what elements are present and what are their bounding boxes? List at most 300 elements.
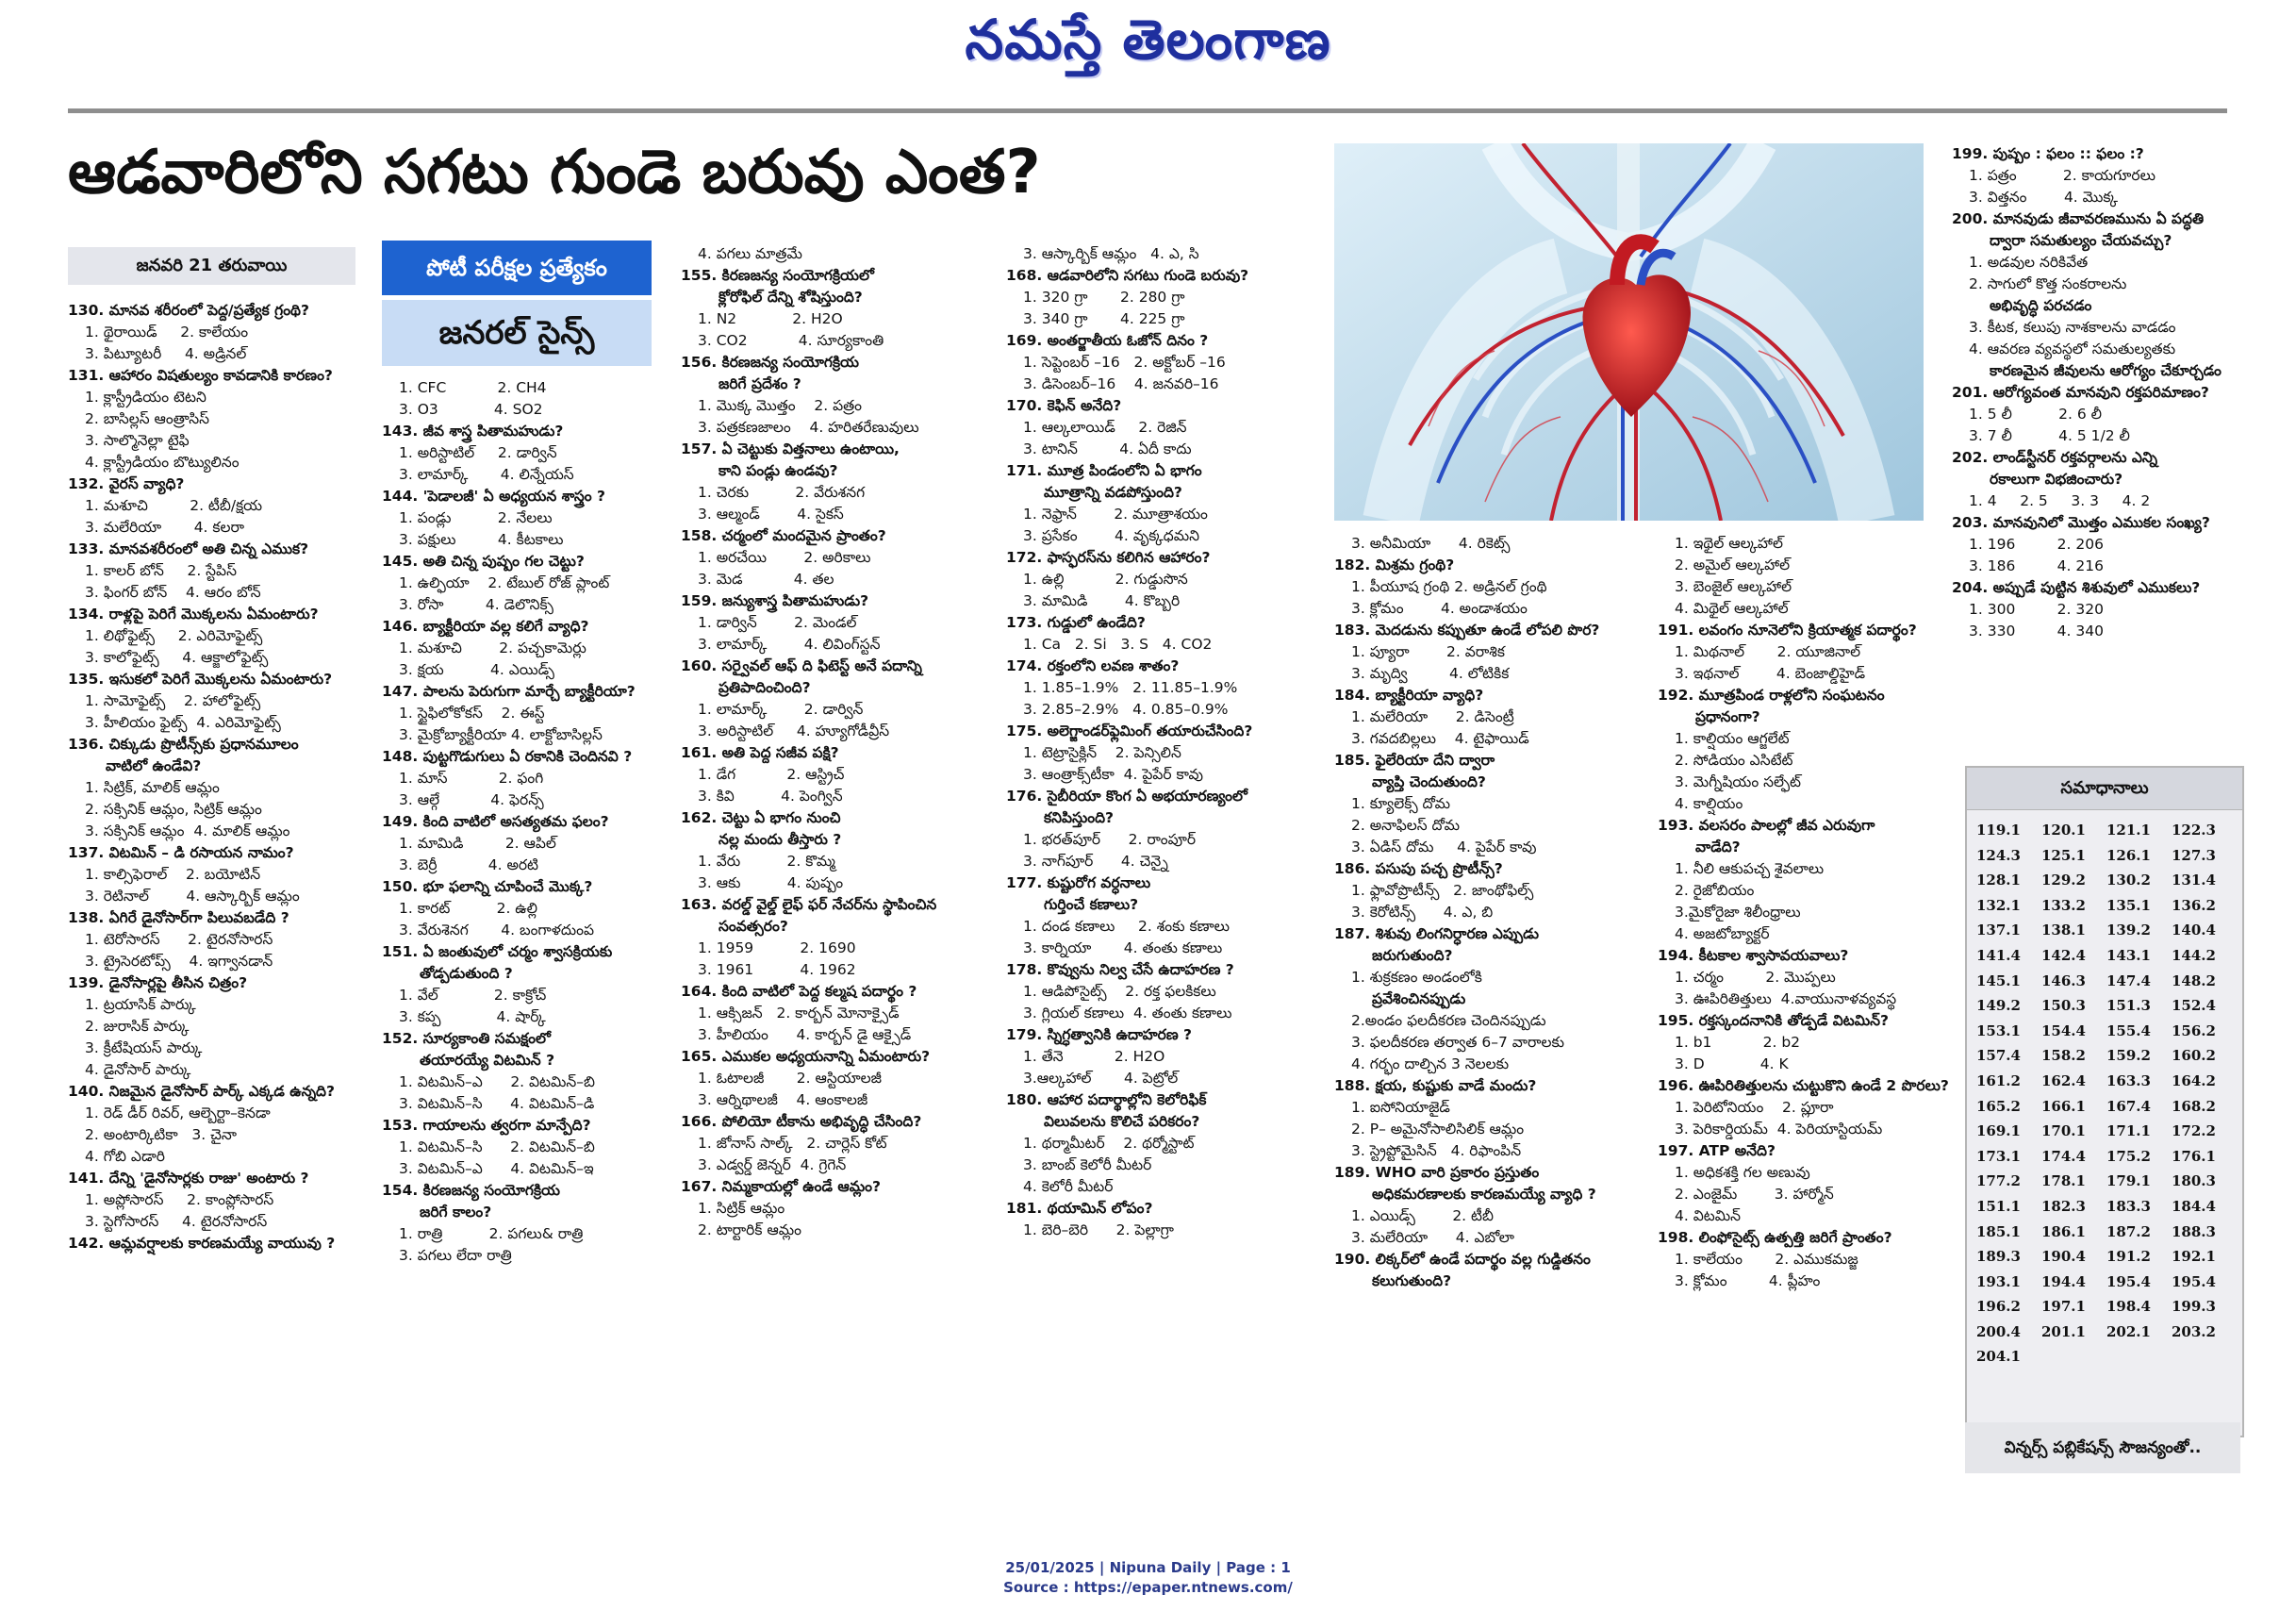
answer-key-item: 130.2 — [2106, 872, 2151, 889]
answer-options: 1. కాలేయం 2. ఎముకమజ్జ — [1675, 1251, 1858, 1268]
footer — [0, 1558, 2296, 1598]
answer-key-item: 201.1 — [2041, 1322, 2086, 1340]
answer-key-item: 195.4 — [2172, 1272, 2216, 1290]
answer-options: 1. స్టైఫిలోకోకస్ 2. ఈస్ట్ — [399, 705, 545, 722]
question-text: 144. 'పెడాలజీ' ఏ అధ్యయన శాస్త్రం ? — [382, 488, 605, 505]
answer-options: 3. సక్సినిక్ ఆమ్లం 4. మాలిక్ ఆమ్లం — [85, 822, 290, 839]
answer-key-item: 190.4 — [2041, 1248, 2086, 1266]
answer-key-item: 149.2 — [1976, 997, 2021, 1015]
question-text: 152. సూర్యకాంతి సమక్షంలో — [382, 1030, 551, 1047]
answer-options: 3. ఊపిరితిత్తులు 4.వాయునాళవ్యవస్థ — [1675, 990, 1897, 1007]
answer-key-item: 140.4 — [2172, 922, 2216, 939]
answer-options: 3.ఆల్కహాల్ 4. పెట్రోల్ — [1023, 1070, 1179, 1087]
answer-options: 1. నీలి ఆకుపచ్చ శైవలాలు — [1675, 860, 1825, 877]
answer-key-item: 192.1 — [2172, 1248, 2216, 1266]
answer-options: 3. టానిన్ 4. ఏదీ కాదు — [1023, 440, 1192, 457]
masthead: నమస్తే తెలంగాణ — [965, 8, 1331, 72]
question-text: 184. బ్యాక్టీరియా వ్యాధి? — [1334, 687, 1484, 704]
answer-options: 1. టెరోసారస్ 2. టైరనోసారస్ — [85, 931, 273, 948]
answer-options: 1. మశూచి 2. టీబీ/క్షయ — [85, 497, 263, 514]
answer-options: 1. శుక్రకణం అండంలోకి — [1351, 969, 1482, 986]
question-column-1 — [68, 300, 360, 1254]
answer-key-item: 151.1 — [1976, 1197, 2021, 1215]
answer-key-item: 136.2 — [2172, 896, 2216, 914]
question-text-continued: ప్రతిపాదించింది? — [719, 679, 811, 696]
answer-options: 4. పగలు మాత్రమే — [698, 245, 802, 262]
answer-key-item: 128.1 — [1976, 872, 2021, 889]
question-text: 136. చిక్కుడు ప్రొటీన్స్‌కు ప్రధానమూలం — [68, 736, 299, 753]
question-text-continued: వాడేది? — [1695, 839, 1741, 855]
answer-options: 3. ఆల్గే 4. ఫెరన్స్ — [399, 791, 544, 808]
answer-key-item: 182.3 — [2041, 1197, 2086, 1215]
answer-options: 3. విత్తనం 4. మొక్క — [1969, 189, 2119, 206]
answer-options: 1. అరిస్టాటిల్ 2. డార్విన్ — [399, 444, 557, 461]
answer-options: 1. చర్మం 2. మొప్పలు — [1675, 969, 1836, 986]
answer-key-item: 203.2 — [2172, 1322, 2216, 1340]
answer-options: 1. ఉల్ఫియా 2. టేబుల్ రోజ్ ప్లాంట్ — [399, 574, 610, 591]
answer-key-item: 171.1 — [2106, 1122, 2151, 1140]
answer-key-item: 139.2 — [2106, 922, 2151, 939]
question-text: 179. స్నిగ్ధత్వానికి ఉదాహరణ ? — [1006, 1026, 1193, 1043]
question-text-continued: కాని పండ్లు ఉండవు? — [719, 462, 838, 479]
answer-options: 3. వేరుశెనగ 4. బంగాళదుంప — [399, 922, 595, 938]
answer-key-item: 156.2 — [2172, 1021, 2216, 1039]
answer-options: 3. మెగ్నీషియం సల్ఫేట్ — [1675, 773, 1801, 790]
question-text: 137. విటమిన్ – డి రసాయన నామం? — [68, 844, 294, 861]
question-text-continued: రకాలుగా విభజించారు? — [1990, 471, 2123, 488]
answer-key-item: 204.1 — [1976, 1348, 2021, 1366]
answer-options: 1. 320 గ్రా 2. 280 గ్రా — [1023, 289, 1185, 306]
answer-key-item: 158.2 — [2041, 1047, 2086, 1065]
answer-options: 1. 1959 2. 1690 — [698, 939, 856, 956]
answer-options: 1. సిట్రిక్, మాలిక్ ఆమ్లం — [85, 779, 220, 796]
answer-key-item: 161.2 — [1976, 1071, 2021, 1089]
answer-options: 1. విటమిన్–ఎ 2. విటమిన్–బి — [399, 1073, 595, 1090]
answer-options: 1. దండ కణాలు 2. శంకు కణాలు — [1023, 918, 1231, 935]
question-text-continued: గుర్తించే కణాలు? — [1044, 896, 1139, 913]
answer-key-item: 168.2 — [2172, 1097, 2216, 1115]
answer-options: 3. 7 లీ 4. 5 1/2 లీ — [1969, 427, 2130, 444]
answer-key-item: 121.1 — [2106, 822, 2151, 839]
answer-options: 1. కాల్షియం ఆగ్జలేట్ — [1675, 730, 1790, 747]
answer-key-item: 147.4 — [2106, 972, 2151, 989]
answer-key-item: 180.3 — [2172, 1172, 2216, 1190]
answer-options: 3. బెర్రీ 4. అరటి — [399, 856, 539, 873]
question-text-continued: వాటిలో ఉండేవి? — [106, 757, 202, 774]
question-text: 170. కెఫిన్ అనేది? — [1006, 397, 1122, 414]
answer-options: 2. బాసిల్లస్ ఆంత్రాసిస్ — [85, 410, 209, 427]
question-text: 146. బ్యాక్టీరియా వల్ల కలిగే వ్యాధి? — [382, 618, 589, 635]
answer-options: 4. అజటోబ్యాక్టర్ — [1675, 925, 1770, 942]
answer-options: 4. కాల్షియం — [1675, 795, 1743, 812]
answer-options: 3. 330 4. 340 — [1969, 623, 2104, 639]
answer-key-item: 169.1 — [1976, 1122, 2021, 1140]
question-text: 130. మానవ శరీరంలో పెద్ద/ప్రత్యేక గ్రంథి? — [68, 302, 309, 319]
answer-options: 1. భరత్‌పూర్ 2. రాంపూర్ — [1023, 831, 1197, 848]
answer-options: 1. b1 2. b2 — [1675, 1034, 1801, 1051]
question-text: 171. మూత్ర పిండంలోని ఏ భాగం — [1006, 462, 1202, 479]
answer-key-item: 124.3 — [1976, 846, 2021, 864]
answer-options: 1. మాస్ 2. ఫంగి — [399, 770, 544, 787]
question-text: 189. WHO వారి ప్రకారం ప్రస్తుతం — [1334, 1164, 1540, 1181]
answer-options: 1. అరచేయి 2. అరికాలు — [698, 549, 871, 566]
answer-key-item: 197.1 — [2041, 1298, 2086, 1316]
answer-options: 3.మైకోరైజా శిలీంధ్రాలు — [1675, 904, 1801, 921]
question-text-continued: క్లోరోఫిల్ దేన్ని శోషిస్తుంది? — [719, 289, 863, 306]
answer-key-item: 162.4 — [2041, 1071, 2086, 1089]
answer-options: 1. ఆక్సిజన్ 2. కార్బన్ మోనాక్సైడ్ — [698, 1005, 900, 1021]
question-text: 175. అలెగ్జాండర్‌ఫ్లెమింగ్ తయారుచేసింది? — [1006, 722, 1253, 739]
question-text: 200. మానవుడు జీవావరణమును ఏ పద్ధతి — [1952, 210, 2205, 227]
answer-options: 2. జురాసిక్ పార్కు — [85, 1018, 190, 1035]
answer-options: 3. బెంజైల్ ఆల్కహాల్ — [1675, 578, 1792, 595]
answer-options: 4. ఆవరణ వ్యవస్థలో సమతుల్యతకు — [1969, 340, 2176, 357]
answer-key-item: 122.3 — [2172, 822, 2216, 839]
answer-options: 1. సెప్టెంబర్ –16 2. అక్టోబర్ –16 — [1023, 354, 1226, 371]
answer-key-item: 175.2 — [2106, 1147, 2151, 1165]
answer-options: 1. ఓటాలజీ 2. ఆస్టియాలజీ — [698, 1070, 882, 1087]
question-text: 192. మూత్రపిండ రాళ్లలోని సంఘటనం — [1658, 687, 1885, 704]
question-text-continued: ప్రవేశించినప్పుడు — [1372, 990, 1466, 1007]
answer-options: 3. విటమిన్–సి 4. విటమిన్–డి — [399, 1095, 595, 1112]
answer-options: 4. మిథైల్ ఆల్కహాల్ — [1675, 600, 1789, 617]
answer-options: 3. హీలియం ఫైట్స్ 4. ఎరిమోఫైట్స్ — [85, 714, 281, 731]
answer-key-item: 145.1 — [1976, 972, 2021, 989]
answer-options: 1. లామార్క్ 2. డార్విన్ — [698, 701, 864, 718]
answer-options: 1. ఫ్లావోప్రొటీన్స్ 2. జాంథోఫిల్స్ — [1351, 882, 1534, 899]
answer-options: 3. కివి 4. పెంగ్విన్ — [698, 788, 843, 805]
answer-key-item: 163.3 — [2106, 1071, 2151, 1089]
question-text: 198. లింఫోసైట్స్ ఉత్పత్తి జరిగే ప్రాంతం? — [1658, 1229, 1892, 1246]
question-text: 160. సర్వైవల్ ఆఫ్ ది ఫిటెస్ట్ అనే పదాన్ని — [681, 657, 922, 674]
answer-options: 1. నెఫ్రాన్ 2. మూత్రాశయం — [1023, 506, 1208, 523]
answer-options: 4. కెలోరీ మీటర్ — [1023, 1178, 1114, 1195]
answer-options: 1. అడవుల నరికివేత — [1969, 254, 2089, 271]
question-text: 202. లాండ్‌స్టీనర్ రక్తవర్గాలను ఎన్ని — [1952, 449, 2158, 466]
question-text: 204. అప్పుడే పుట్టిన శిశువులో ఎముకలు? — [1952, 579, 2201, 596]
answer-key-item: 199.3 — [2172, 1298, 2216, 1316]
answer-options: 3. సాల్మొనెల్లా టైఫి — [85, 432, 190, 449]
answer-options: 3. కార్నియా 4. తంతు కణాలు — [1023, 939, 1223, 956]
answer-options: 3. O3 4. SO2 — [399, 401, 543, 418]
answer-options: 3. మలేరియా 4. ఎబోలా — [1351, 1229, 1514, 1246]
answer-options: 1. ప్యూరా 2. వరాశిక — [1351, 643, 1505, 660]
answer-options: 3. పిట్యూటరీ 4. అడ్రినల్ — [85, 345, 247, 362]
answer-options: 3. రోసా 4. డెలొనిక్స్ — [399, 596, 553, 613]
question-text: 185. ఫైలేరియా దేని ద్వారా — [1334, 752, 1495, 769]
answer-key-item: 141.4 — [1976, 946, 2021, 964]
question-column-7 — [1952, 143, 2263, 642]
answer-options: 1. CFC 2. CH4 — [399, 379, 547, 396]
question-text-continued: సంవత్సరం? — [719, 918, 788, 935]
answer-options: 1. అప్లోసారస్ 2. కాంప్లోసారస్ — [85, 1191, 274, 1208]
answer-options: 1. సిట్రిక్ ఆమ్లం — [698, 1200, 785, 1217]
answer-options: 3. డిసెంబర్–16 4. జనవరి–16 — [1023, 375, 1219, 392]
answer-options: 4. విటమిన్ — [1675, 1207, 1741, 1224]
answer-key-item: 179.1 — [2106, 1172, 2151, 1190]
answer-key-item: 194.4 — [2041, 1272, 2086, 1290]
answer-key-item: 185.1 — [1976, 1222, 2021, 1240]
answer-key-item: 133.2 — [2041, 896, 2086, 914]
answer-options: 1. 196 2. 206 — [1969, 536, 2104, 553]
answer-options: 2. అనాఫిలస్ దోమ — [1351, 817, 1461, 834]
answer-options: 1. పత్రం 2. కాయగూరలు — [1969, 167, 2156, 184]
question-text: 186. పసుపు పచ్చ ప్రొటీన్స్? — [1334, 860, 1503, 877]
answer-key-item: 184.4 — [2172, 1197, 2216, 1215]
question-text: 132. వైరస్ వ్యాధి? — [68, 475, 185, 492]
question-text: 195. రక్తస్కందనానికి తోడ్పడే విటమిన్? — [1658, 1012, 1889, 1029]
question-text-continued: అధికమరణాలకు కారణమయ్యే వ్యాధి ? — [1372, 1186, 1596, 1203]
answer-options: 1. టెట్రాసైక్లిన్ 2. పెన్సిలిన్ — [1023, 744, 1181, 761]
answer-key-item: 186.1 — [2041, 1222, 2086, 1240]
answer-options: 1. పీయూష గ్రంథి 2. అడ్రినల్ గ్రంథి — [1351, 578, 1547, 595]
answer-options: 4. డైనోసార్ పార్కు — [85, 1061, 191, 1078]
answer-options: 1. థర్మామీటర్ 2. థర్మోస్టాట్ — [1023, 1135, 1195, 1152]
question-text: 159. జన్యుశాస్త్ర పితామహుడు? — [681, 592, 869, 609]
question-text: 177. కుష్టురోగ వర్ధనాలు — [1006, 874, 1151, 891]
answer-options: 3. కీటక, కలుపు నాశకాలను వాడడం — [1969, 319, 2176, 336]
answer-options: 3. 2.85–2.9% 4. 0.85–0.9% — [1023, 701, 1229, 718]
answer-options: 1. క్యూలెక్స్ దోమ — [1351, 795, 1451, 812]
answer-options: 2. రైజోబియం — [1675, 882, 1755, 899]
question-text-continued: మూత్రాన్ని వడపోస్తుంది? — [1044, 484, 1182, 501]
answer-options: 1. కారట్ 2. ఉల్లి — [399, 900, 538, 917]
question-text: 139. డైనోసార్లపై తీసిన చిత్రం? — [68, 974, 248, 991]
answer-options: 3. గవదబిల్లలు 4. టైఫాయిడ్ — [1351, 730, 1529, 747]
question-text: 181. థయామిన్ లోపం? — [1006, 1200, 1153, 1217]
question-text: 155. కిరణజన్య సంయోగక్రియలో — [681, 267, 874, 284]
answer-key-item: 177.2 — [1976, 1172, 2021, 1190]
answer-options: 1. క్లాస్ట్రీడియం టెటని — [85, 389, 206, 406]
question-text: 161. అతి పెద్ద సజీవ పక్షి? — [681, 744, 839, 761]
question-text: 164. కింది వాటిలో పెద్ద కల్మష పదార్థం ? — [681, 983, 917, 1000]
answer-options: 1. మామిడి 2. ఆపిల్ — [399, 835, 556, 852]
answer-options: 1. మొక్క మొత్తం 2. పత్రం — [698, 397, 863, 414]
question-text: 151. ఏ జంతువులో చర్మం శ్వాసక్రియకు — [382, 943, 613, 960]
answer-options: 3. క్షయ 4. ఎయిడ్స్ — [399, 661, 554, 678]
answer-options: 3. D 4. K — [1675, 1055, 1789, 1072]
answer-options: 3. ఇథనాల్ 4. బెంజాల్డిహైడ్ — [1675, 665, 1866, 682]
answer-options: 3. ఫింగర్ బోన్ 4. ఆరం బోన్ — [85, 584, 261, 601]
answer-options: 3. ప్రసేకం 4. వృక్కధమని — [1023, 527, 1200, 544]
question-text: 158. చర్మంలో మందమైన ప్రాంతం? — [681, 527, 886, 544]
answer-key-item: 196.2 — [1976, 1298, 2021, 1316]
answer-key-item: 119.1 — [1976, 822, 2021, 839]
question-text-continued: ద్వారా సమతుల్యం చేయవచ్చు? — [1990, 232, 2172, 249]
answer-options: 3. కెరోటిన్స్ 4. ఎ, బి — [1351, 904, 1494, 921]
question-text: 166. పోలియో టీకాను అభివృద్ధి చేసింది? — [681, 1113, 922, 1130]
answer-options: 1. బెరి–బెరి 2. పెల్లాగ్రా — [1023, 1221, 1174, 1238]
question-text-continued: విలువలను కొలిచే పరికరం? — [1044, 1113, 1200, 1130]
answer-options: 3. క్లోమం 4. ప్లీహం — [1675, 1272, 1821, 1289]
answer-options: 3. ఆకు 4. పుష్పం — [698, 874, 844, 891]
answer-key-item: 198.4 — [2106, 1298, 2151, 1316]
question-text: 131. ఆహారం విషతుల్యం కావడానికి కారణం? — [68, 367, 333, 384]
question-text: 176. సైబీరియా కొంగ ఏ అభయారణ్యంలో — [1006, 788, 1247, 805]
answer-key-item: 189.3 — [1976, 1248, 2021, 1266]
question-text: 182. మిశ్రమ గ్రంథి? — [1334, 556, 1455, 573]
answer-options: 3. పత్రకణజాలం 4. హరితరేణువులు — [698, 419, 919, 436]
answer-options: 2. సక్సినిక్ ఆమ్లం, సిట్రిక్ ఆమ్లం — [85, 801, 262, 818]
question-text: 135. ఇసుకలో పెరిగే మొక్కలను ఏమంటారు? — [68, 671, 333, 688]
answer-key-item: 153.1 — [1976, 1021, 2021, 1039]
question-text: 145. అతి చిన్న పుష్పం గల చెట్టు? — [382, 553, 585, 570]
answer-options: 3. స్ట్రెప్టోమైసిన్ 4. రిఫాంపిన్ — [1351, 1142, 1522, 1159]
heart-circulation-image — [1334, 143, 1924, 521]
answer-options: 2. సోడియం ఎసిటేట్ — [1675, 752, 1793, 769]
section-subtitle: జనరల్ సైన్స్ — [382, 300, 652, 366]
question-text: 143. జీవ శాస్త్ర పితామహుడు? — [382, 423, 564, 440]
answer-key-item: 137.1 — [1976, 922, 2021, 939]
answer-options: 3. నాగ్‌పూర్ 4. చెన్నై — [1023, 853, 1168, 870]
answer-options: 1. ఆల్కలాయిడ్ 2. రెజిన్ — [1023, 419, 1187, 436]
answer-options: 1. మలేరియా 2. డిసెంట్రీ — [1351, 708, 1514, 725]
footer-date-line: 25/01/2025 | Nipuna Daily | Page : 1 — [1005, 1559, 1291, 1576]
question-text: 150. భూ ఫలాన్ని చూపించే మొక్క? — [382, 878, 593, 895]
question-text-continued: జరిగే కాలం? — [420, 1204, 492, 1221]
answer-options: 3. 186 4. 216 — [1969, 557, 2104, 574]
answer-options: 1. మిథనాల్ 2. యూజినాల్ — [1675, 643, 1861, 660]
question-text: 183. మెదడును కప్పుతూ ఉండే లోపలి పొర? — [1334, 622, 1600, 639]
answer-key-item: 166.1 — [2041, 1097, 2086, 1115]
answer-key-item: 132.1 — [1976, 896, 2021, 914]
question-column-5 — [1334, 533, 1650, 1292]
answer-key-item: 202.1 — [2106, 1322, 2151, 1340]
answer-options: 3. లామార్క్ 4. లివింగ్‌స్టన్ — [698, 636, 881, 653]
answer-options: 4. క్లాస్ట్రీడియం బొట్యులినం — [85, 454, 240, 471]
answer-options: 3. ఫలదీకరణ తర్వాత 6–7 వారాలకు — [1351, 1034, 1564, 1051]
answer-options: 3. విటమిన్–ఎ 4. విటమిన్–ఇ — [399, 1160, 594, 1177]
question-text-continued: వ్యాప్తి చెందుతుంది? — [1372, 773, 1486, 790]
answer-options: 1. 1.85–1.9% 2. 11.85–1.9% — [1023, 679, 1238, 696]
answer-options: 1. రాత్రి 2. పగలు& రాత్రి — [399, 1225, 584, 1242]
answer-options: 3. అనీమియా 4. రికెట్స్ — [1351, 535, 1511, 552]
headline: ఆడవారిలోని సగటు గుండె బరువు ఎంత? — [68, 138, 1041, 208]
answer-options: 3. CO2 4. సూర్యకాంతి — [698, 332, 884, 349]
answer-options: 3. పెరికార్డియమ్ 4. పెరియాస్టియమ్ — [1675, 1121, 1883, 1138]
answer-options: 3. మలేరియా 4. కలరా — [85, 519, 245, 536]
answer-options: 3. ఏడిస్ దోమ 4. పైపేర్ కావు — [1351, 839, 1537, 855]
section-title: పోటీ పరీక్షల ప్రత్యేకం — [382, 241, 652, 295]
question-text: 134. రాళ్లపై పెరిగే మొక్కలను ఏమంటారు? — [68, 606, 319, 623]
answer-key-item: 164.2 — [2172, 1071, 2216, 1089]
answer-key-item: 195.4 — [2106, 1272, 2151, 1290]
answer-key-item: 157.4 — [1976, 1047, 2021, 1065]
question-text: 167. నిమ్మకాయల్లో ఉండే ఆమ్లం? — [681, 1178, 881, 1195]
answer-options: 2. P– అమైనోసాలిసిలిక్ ఆమ్లం — [1351, 1121, 1525, 1138]
question-text: 203. మానవునిలో మొత్తం ఎముకల సంఖ్య? — [1952, 514, 2210, 531]
answer-options: 1. డేగ 2. ఆస్ట్రిచ్ — [698, 766, 845, 783]
answer-key-item: 138.1 — [2041, 922, 2086, 939]
answer-options: 3. ఆల్మండ్ 4. సైకస్ — [698, 506, 844, 523]
publisher-credit: విన్నర్స్ పబ్లికేషన్స్ సౌజన్యంతో.. — [1965, 1422, 2240, 1473]
answer-options: 3. మెడ 4. తల — [698, 571, 834, 588]
answer-key-item: 178.1 — [2041, 1172, 2086, 1190]
question-text: 163. వరల్డ్ వైల్డ్ లైఫ్ ఫర్ నేచర్‌ను స్థాపించిన — [681, 896, 937, 913]
answer-options: 1. ట్రయాసిక్ పార్కు — [85, 996, 196, 1013]
question-text-continued: అభివృద్ధి పరచడం — [1990, 297, 2092, 314]
answer-options: 3. ఆర్నిథాలజీ 4. ఆంకాలజీ — [698, 1091, 868, 1108]
answer-options: 3. క్రీటేషియస్ పార్కు — [85, 1039, 203, 1056]
answer-key-item: 188.3 — [2172, 1222, 2216, 1240]
answer-options: 3. మామిడి 4. కొబ్బరి — [1023, 592, 1181, 609]
question-text: 196. ఊపిరితిత్తులను చుట్టుకొని ఉండే 2 పొరలు? — [1658, 1077, 1949, 1094]
answer-key-item: 200.4 — [1976, 1322, 2021, 1340]
answer-options: 1. ఉల్లి 2. గుడ్డుసొన — [1023, 571, 1188, 588]
answers-box — [1965, 766, 2244, 1437]
question-text-continued: కలుగుతుంది? — [1372, 1272, 1452, 1289]
answer-options: 1. డార్విన్ 2. మెండల్ — [698, 614, 857, 631]
question-column-3 — [681, 243, 987, 1241]
answer-key-item: 174.4 — [2041, 1147, 2086, 1165]
question-text-continued: నల్ల మందు తీస్తారు ? — [719, 831, 842, 848]
answer-options: 3. 340 గ్రా 4. 225 గ్రా — [1023, 310, 1185, 327]
answer-options: 1. జోనాస్ సాల్క్ 2. చార్లెస్ కోట్ — [698, 1135, 887, 1152]
answer-options: 1. పెరిటోనియం 2. ప్లూరా — [1675, 1099, 1834, 1116]
question-text: 193. వలసరం పాలల్లో జీవ ఎరువుగా — [1658, 817, 1875, 834]
answer-options: 3. రెటినాల్ 4. ఆస్కార్బిక్ ఆమ్లం — [85, 888, 300, 905]
answer-key-item: 152.4 — [2172, 997, 2216, 1015]
question-text-continued: కారణమైన జీవులను ఆరోగ్యం చేకూర్చడం — [1990, 362, 2222, 379]
question-text-continued: కనిపిస్తుంది? — [1044, 809, 1115, 826]
answer-options: 1. కాల్సిఫెరాల్ 2. బయోటిన్ — [85, 866, 261, 883]
question-text: 194. కీటకాల శ్వాసావయవాలు? — [1658, 947, 1849, 964]
answer-options: 1. థైరాయిడ్ 2. కాలేయం — [85, 324, 249, 340]
question-text: 191. లవంగం నూనెలోని క్రియాత్మక పదార్థం? — [1658, 622, 1917, 639]
question-text: 153. గాయాలను త్వరగా మాన్పేది? — [382, 1117, 591, 1134]
question-text-continued: జరిగే ప్రదేశం ? — [719, 375, 801, 392]
answer-options: 2. అంటార్కిటికా 3. చైనా — [85, 1126, 238, 1143]
answer-options: 1. 300 2. 320 — [1969, 601, 2104, 618]
answer-options: 1. అధికశక్తి గల అణువు — [1675, 1164, 1810, 1181]
question-text-continued: తయారయ్యే విటమిన్ ? — [420, 1052, 555, 1069]
question-text: 140. నిజమైన డైనోసార్ పార్క్ ఎక్కడ ఉన్నది? — [68, 1083, 335, 1100]
question-text: 165. ఎముకల అధ్యయనాన్ని ఏమంటారు? — [681, 1048, 931, 1065]
question-text: 173. గుడ్డులో ఉండేది? — [1006, 614, 1146, 631]
answer-options: 3. పక్షులు 4. కీటకాలు — [399, 531, 564, 548]
question-text: 147. పాలను పెరుగుగా మార్చే బ్యాక్టీరియా? — [382, 683, 636, 700]
question-text: 199. పుష్పం : ఫలం :: ఫలం :? — [1952, 145, 2144, 162]
answer-options: 2.అండం ఫలదీకరణ చెందినప్పుడు — [1351, 1012, 1546, 1029]
answer-options: 3. హీలియం 4. కార్బన్ డై ఆక్సైడ్ — [698, 1026, 912, 1043]
answer-key-item: 154.4 — [2041, 1021, 2086, 1039]
masthead-rule — [68, 108, 2227, 113]
answers-grid — [1967, 810, 2242, 1370]
answer-options: 4. గర్భం దాల్చిన 3 నెలలకు — [1351, 1055, 1510, 1072]
answer-options: 3. అరిస్టాటిల్ 4. హ్యూగోడీవ్రీస్ — [698, 722, 890, 739]
answer-key-item: 191.2 — [2106, 1248, 2151, 1266]
answer-options: 3. గ్లియల్ కణాలు 4. తంతు కణాలు — [1023, 1005, 1232, 1021]
question-text: 138. ఏగిరే డైనోసార్‌గా పిలువబడేది ? — [68, 909, 289, 926]
question-text: 174. రక్తంలోని లవణ శాతం? — [1006, 657, 1180, 674]
answer-options: 1. వేల్ 2. కాక్రోచ్ — [399, 987, 547, 1004]
answer-options: 1. ఆడిపోసైట్స్ 2. రక్త ఫలకికలు — [1023, 983, 1216, 1000]
answer-options: 1. సామోఫైట్స్ 2. హాలోఫైట్స్ — [85, 692, 261, 709]
question-text: 187. శిశువు లింగనిర్ధారణ ఎప్పుడు — [1334, 925, 1539, 942]
answer-key-item: 167.4 — [2106, 1097, 2151, 1115]
question-text: 172. ఫాస్ఫరస్‌ను కలిగిన ఆహారం? — [1006, 549, 1211, 566]
question-text: 154. కిరణజన్య సంయోగక్రియ — [382, 1182, 560, 1199]
answer-key-item: 142.4 — [2041, 946, 2086, 964]
answer-options: 1. కాలర్ బోన్ 2. స్టేపిస్ — [85, 562, 237, 579]
question-text: 180. ఆహార పదార్థాల్లోని కెలోరిఫిక్ — [1006, 1091, 1207, 1108]
answer-key-item: 187.2 — [2106, 1222, 2151, 1240]
question-text: 142. ఆమ్లవర్షాలకు కారణమయ్యే వాయువు ? — [68, 1235, 336, 1252]
answer-options: 3. మైక్రోబ్యాక్టీరియా 4. లాక్టోబాసిల్లస్ — [399, 726, 603, 743]
answer-options: 1. ఇథైల్ ఆల్కహాల్ — [1675, 535, 1783, 552]
answer-key-item: 160.2 — [2172, 1047, 2216, 1065]
answer-options: 2. సాగులో కొత్త సంకరాలను — [1969, 275, 2127, 292]
